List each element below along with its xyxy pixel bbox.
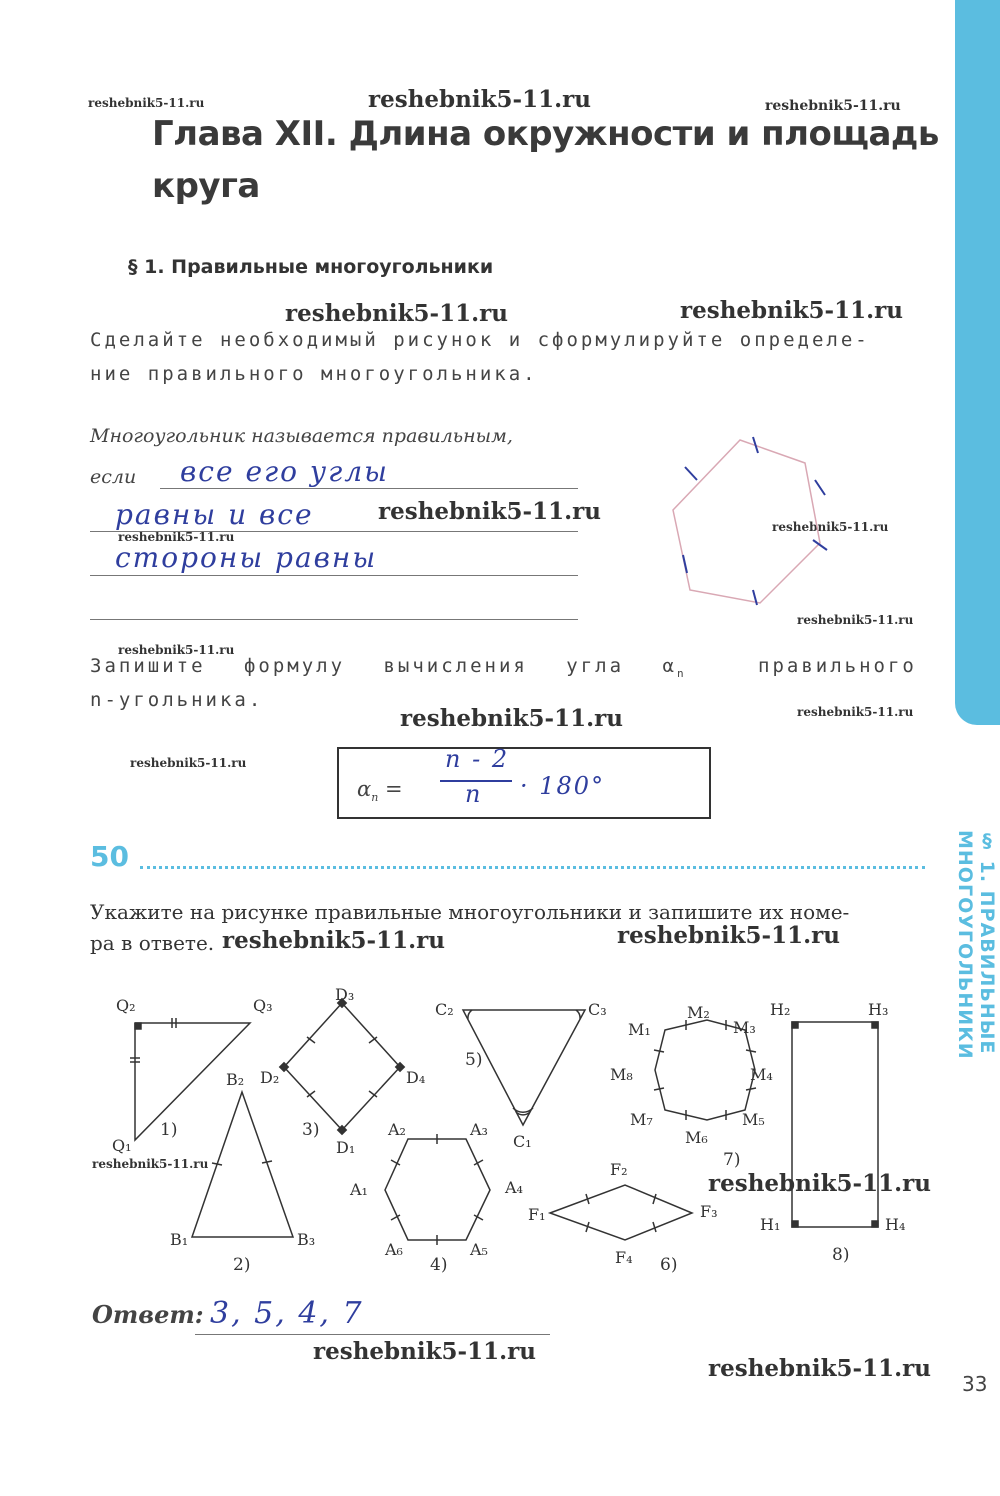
- formula-alpha: α: [357, 777, 372, 801]
- figure-number: 1): [160, 1120, 178, 1140]
- formula-prompt-subscript: n: [676, 666, 687, 680]
- chapter-title: Глава XII. Длина окружности и площадь круга: [152, 114, 939, 206]
- svg-text:M₅: M₅: [742, 1110, 765, 1129]
- definition-prompt-line2: ние правильного многоугольника.: [90, 363, 538, 385]
- svg-text:Q₃: Q₃: [253, 996, 273, 1015]
- handwritten-answer-line3: стороны равны: [115, 541, 378, 574]
- svg-text:H₂: H₂: [770, 1000, 791, 1019]
- task50-text-line2: ра в ответе.: [90, 931, 215, 955]
- formula-multiplier: · 180°: [520, 772, 606, 800]
- watermark: reshebnik5-11.ru: [772, 520, 889, 534]
- definition-printed-start: Многоугольник называется правильным,: [90, 425, 513, 447]
- answer-value: 3, 5, 4, 7: [210, 1296, 364, 1331]
- svg-text:M₃: M₃: [733, 1018, 756, 1037]
- formula-alpha-subscript: n: [371, 791, 379, 805]
- watermark: reshebnik5-11.ru: [378, 498, 601, 525]
- formula-prompt-line1a: [90, 655, 687, 680]
- svg-text:F₃: F₃: [700, 1202, 718, 1221]
- svg-text:A₅: A₅: [470, 1240, 488, 1259]
- polygons-figure: [80, 985, 940, 1285]
- watermark: reshebnik5-11.ru: [680, 297, 903, 324]
- answer-line: [90, 531, 578, 532]
- figure-number: 6): [660, 1255, 678, 1275]
- watermark: reshebnik5-11.ru: [368, 86, 591, 113]
- watermark: reshebnik5-11.ru: [797, 705, 914, 719]
- svg-text:D₁: D₁: [336, 1138, 356, 1157]
- watermark: reshebnik5-11.ru: [285, 300, 508, 327]
- svg-text:B₂: B₂: [226, 1070, 245, 1089]
- section-title: § 1. Правильные многоугольники: [128, 256, 494, 278]
- svg-text:B₁: B₁: [170, 1230, 189, 1249]
- svg-text:A₃: A₃: [470, 1120, 488, 1139]
- svg-text:M₁: M₁: [628, 1020, 651, 1039]
- sidebar-tab: [955, 0, 1000, 725]
- figure-number: 8): [832, 1245, 850, 1265]
- svg-text:C₁: C₁: [513, 1132, 532, 1151]
- formula-denominator: n: [465, 780, 483, 808]
- svg-text:H₁: H₁: [760, 1215, 781, 1234]
- answer-line: [90, 575, 578, 576]
- svg-text:B₃: B₃: [297, 1230, 316, 1249]
- figure-number: 5): [465, 1050, 483, 1070]
- answer-line: [160, 488, 578, 489]
- formula-lhs: [357, 777, 403, 804]
- task50-text-line1: Укажите на рисунке правильные многоугольники и запишите их номе-: [90, 900, 850, 924]
- svg-text:C₂: C₂: [435, 1000, 454, 1019]
- svg-text:Q₁: Q₁: [112, 1136, 132, 1155]
- figure-number: 7): [723, 1150, 741, 1170]
- svg-text:M₈: M₈: [610, 1065, 633, 1084]
- figure-number: 3): [302, 1120, 320, 1140]
- watermark: reshebnik5-11.ru: [130, 756, 247, 770]
- watermark: reshebnik5-11.ru: [765, 98, 901, 114]
- watermark: reshebnik5-11.ru: [617, 922, 840, 949]
- watermark: reshebnik5-11.ru: [118, 530, 235, 544]
- svg-text:D₃: D₃: [335, 985, 355, 1004]
- watermark: reshebnik5-11.ru: [708, 1355, 931, 1382]
- svg-text:A₁: A₁: [350, 1180, 368, 1199]
- hexagon-sketch: [655, 425, 855, 615]
- definition-prompt-line1: Сделайте необходимый рисунок и сформулируйте определе-: [90, 329, 870, 351]
- svg-text:C₃: C₃: [588, 1000, 607, 1019]
- watermark: reshebnik5-11.ru: [92, 1157, 209, 1171]
- definition-printed-if: если: [90, 466, 137, 488]
- svg-text:M₂: M₂: [687, 1003, 710, 1022]
- svg-text:F₄: F₄: [615, 1248, 633, 1267]
- figure-number: 2): [233, 1255, 251, 1275]
- svg-text:F₁: F₁: [528, 1205, 546, 1224]
- watermark: reshebnik5-11.ru: [708, 1170, 931, 1197]
- svg-text:H₄: H₄: [885, 1215, 906, 1234]
- svg-text:D₂: D₂: [260, 1068, 280, 1087]
- answer-line: [90, 619, 578, 620]
- dotted-divider: [140, 866, 925, 869]
- formula-equals: =: [384, 777, 403, 801]
- formula-prompt-line2: n-угольника.: [90, 689, 264, 711]
- formula-prompt-line1b: правильного: [758, 655, 917, 677]
- watermark: reshebnik5-11.ru: [118, 643, 235, 657]
- watermark: reshebnik5-11.ru: [313, 1338, 536, 1365]
- watermark: reshebnik5-11.ru: [400, 705, 623, 732]
- task-number: 50: [90, 840, 129, 873]
- svg-text:F₂: F₂: [610, 1160, 628, 1179]
- answer-label: Ответ:: [92, 1300, 204, 1329]
- handwritten-answer-line2: равны и все: [115, 498, 314, 531]
- handwritten-answer-line1: все его углы: [180, 455, 389, 488]
- svg-text:Q₂: Q₂: [116, 996, 136, 1015]
- watermark: reshebnik5-11.ru: [88, 96, 205, 110]
- svg-text:A₄: A₄: [505, 1178, 523, 1197]
- formula-prompt-text: Запишите формулу вычисления угла α: [90, 655, 677, 677]
- svg-text:M₆: M₆: [685, 1128, 708, 1147]
- watermark: reshebnik5-11.ru: [222, 927, 445, 954]
- figure-number: 4): [430, 1255, 448, 1275]
- svg-text:D₄: D₄: [406, 1068, 426, 1087]
- svg-text:M₇: M₇: [630, 1110, 653, 1129]
- svg-text:A₆: A₆: [385, 1240, 403, 1259]
- svg-text:H₃: H₃: [868, 1000, 889, 1019]
- watermark: reshebnik5-11.ru: [797, 613, 914, 627]
- svg-text:A₂: A₂: [388, 1120, 406, 1139]
- formula-numerator: n - 2: [445, 745, 510, 773]
- page-number: 33: [962, 1372, 988, 1396]
- sidebar-section-label: § 1. ПРАВИЛЬНЫЕ МНОГОУГОЛЬНИКИ: [954, 830, 998, 1060]
- svg-text:M₄: M₄: [750, 1065, 773, 1084]
- answer-line: [195, 1334, 550, 1335]
